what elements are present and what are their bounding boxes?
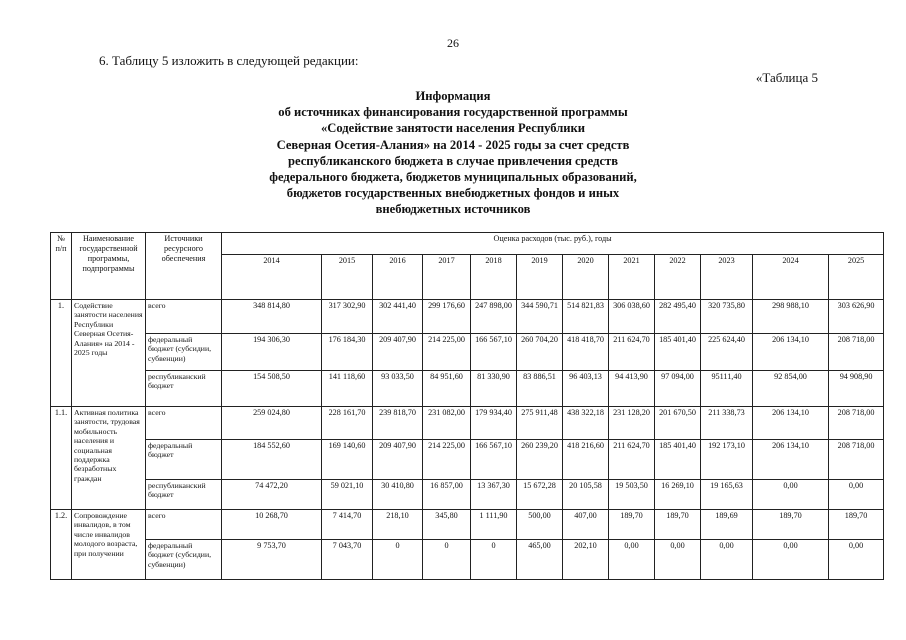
amount-cell: 95111,40: [701, 371, 753, 407]
title-line: об источниках финансирования государственной программы: [278, 105, 628, 120]
amount-cell: 0: [471, 540, 517, 580]
header-year: 2021: [609, 255, 655, 300]
amount-cell: 260 704,20: [517, 334, 563, 371]
table-row: [51, 334, 884, 371]
amount-cell: 189,70: [609, 510, 655, 540]
amount-cell: 465,00: [517, 540, 563, 580]
program-name: Активная политика занятости, трудовая мобильность населения и социальная поддержка безработных граждан: [72, 407, 146, 510]
amount-cell: 303 626,90: [829, 300, 884, 334]
amount-cell: 176 184,30: [322, 334, 373, 371]
amount-cell: 7 414,70: [322, 510, 373, 540]
amount-cell: 189,70: [829, 510, 884, 540]
amount-cell: 185 401,40: [655, 334, 701, 371]
title-line: бюджетов государственных внебюджетных фондов и иных: [286, 186, 620, 201]
amount-cell: 93 033,50: [373, 371, 423, 407]
amount-cell: 19 503,50: [609, 480, 655, 510]
amount-cell: 0,00: [829, 540, 884, 580]
header-year: 2023: [701, 255, 753, 300]
amount-cell: 225 624,40: [701, 334, 753, 371]
amount-cell: 81 330,90: [471, 371, 517, 407]
amount-cell: 0,00: [701, 540, 753, 580]
amount-cell: 299 176,60: [423, 300, 471, 334]
amount-cell: 345,80: [423, 510, 471, 540]
amount-cell: 211 624,70: [609, 440, 655, 480]
table-row: [51, 440, 884, 480]
table-reference: «Таблица 5: [755, 70, 818, 85]
amount-cell: 59 021,10: [322, 480, 373, 510]
amount-cell: 239 818,70: [373, 407, 423, 440]
amount-cell: 13 367,30: [471, 480, 517, 510]
title-line: республиканского бюджета в случае привлечения средств: [287, 153, 619, 168]
amount-cell: 15 672,28: [517, 480, 563, 510]
amount-cell: 20 105,58: [563, 480, 609, 510]
amount-cell: 0,00: [655, 540, 701, 580]
document-title: [0, 88, 906, 218]
funding-source: всего: [146, 510, 222, 540]
title-line: «Содействие занятости населения Республики: [320, 121, 586, 136]
amount-cell: 259 024,80: [222, 407, 322, 440]
table-row: [51, 371, 884, 407]
amount-cell: 228 161,70: [322, 407, 373, 440]
amount-cell: 514 821,83: [563, 300, 609, 334]
amount-cell: 166 567,10: [471, 440, 517, 480]
page-number: 26: [447, 36, 459, 50]
amount-cell: 231 082,00: [423, 407, 471, 440]
amount-cell: 19 165,63: [701, 480, 753, 510]
amount-cell: 317 302,90: [322, 300, 373, 334]
amount-cell: 500,00: [517, 510, 563, 540]
header-year: 2014: [222, 255, 322, 300]
amount-cell: 185 401,40: [655, 440, 701, 480]
row-number: 1.2.: [51, 510, 72, 580]
title-line: федерального бюджета, бюджетов муниципальных образований,: [269, 170, 637, 185]
amount-cell: 97 094,00: [655, 371, 701, 407]
funding-source: республиканский бюджет: [146, 480, 222, 510]
funding-source: федеральный бюджет (субсидии, субвенции): [146, 540, 222, 580]
header-year: 2016: [373, 255, 423, 300]
amount-cell: 189,70: [753, 510, 829, 540]
header-year: 2020: [563, 255, 609, 300]
amount-cell: 438 322,18: [563, 407, 609, 440]
amount-cell: 209 407,90: [373, 334, 423, 371]
amount-cell: 9 753,70: [222, 540, 322, 580]
table-row: [51, 540, 884, 580]
amount-cell: 169 140,60: [322, 440, 373, 480]
table-row: [51, 480, 884, 510]
amount-cell: 0,00: [609, 540, 655, 580]
amount-cell: 192 173,10: [701, 440, 753, 480]
amount-cell: 348 814,80: [222, 300, 322, 334]
amendment-instruction: 6. Таблицу 5 изложить в следующей редакции:: [99, 53, 359, 68]
title-line: Северная Осетия-Алания» на 2014 - 2025 годы за счет средств: [276, 137, 630, 152]
header-year: 2024: [753, 255, 829, 300]
funding-source: федеральный бюджет: [146, 440, 222, 480]
amount-cell: 141 118,60: [322, 371, 373, 407]
amount-cell: 30 410,80: [373, 480, 423, 510]
amount-cell: 1 111,90: [471, 510, 517, 540]
amount-cell: 74 472,20: [222, 480, 322, 510]
amount-cell: 298 988,10: [753, 300, 829, 334]
amount-cell: 260 239,20: [517, 440, 563, 480]
amount-cell: 166 567,10: [471, 334, 517, 371]
amount-cell: 218,10: [373, 510, 423, 540]
financing-table: [50, 232, 884, 580]
amount-cell: 206 134,10: [753, 407, 829, 440]
amount-cell: 0,00: [753, 480, 829, 510]
amount-cell: 275 911,48: [517, 407, 563, 440]
title-line: внебюджетных источников: [375, 202, 531, 217]
amount-cell: 84 951,60: [423, 371, 471, 407]
amount-cell: 189,70: [655, 510, 701, 540]
amount-cell: 247 898,00: [471, 300, 517, 334]
amount-cell: 16 857,00: [423, 480, 471, 510]
amount-cell: 0,00: [753, 540, 829, 580]
table-row: [51, 510, 884, 540]
amount-cell: 209 407,90: [373, 440, 423, 480]
header-year: 2015: [322, 255, 373, 300]
amount-cell: 16 269,10: [655, 480, 701, 510]
amount-cell: 214 225,00: [423, 440, 471, 480]
funding-source: всего: [146, 407, 222, 440]
header-year: 2017: [423, 255, 471, 300]
amount-cell: 0,00: [829, 480, 884, 510]
amount-cell: 10 268,70: [222, 510, 322, 540]
amount-cell: 407,00: [563, 510, 609, 540]
amount-cell: 344 590,71: [517, 300, 563, 334]
row-number: 1.: [51, 300, 72, 407]
amount-cell: 418 418,70: [563, 334, 609, 371]
amount-cell: 208 718,00: [829, 407, 884, 440]
row-number: 1.1.: [51, 407, 72, 510]
amount-cell: 211 338,73: [701, 407, 753, 440]
amount-cell: 179 934,40: [471, 407, 517, 440]
amount-cell: 184 552,60: [222, 440, 322, 480]
amount-cell: 7 043,70: [322, 540, 373, 580]
amount-cell: 201 670,50: [655, 407, 701, 440]
amount-cell: 92 854,00: [753, 371, 829, 407]
amount-cell: 96 403,13: [563, 371, 609, 407]
amount-cell: 83 886,51: [517, 371, 563, 407]
amount-cell: 94 908,90: [829, 371, 884, 407]
amount-cell: 206 134,10: [753, 334, 829, 371]
header-year: 2025: [829, 255, 884, 300]
amount-cell: 418 216,60: [563, 440, 609, 480]
amount-cell: 302 441,40: [373, 300, 423, 334]
amount-cell: 206 134,10: [753, 440, 829, 480]
funding-source: всего: [146, 300, 222, 334]
header-program-name: Наименование государственной программы, подпрограммы: [72, 233, 146, 300]
amount-cell: 208 718,00: [829, 440, 884, 480]
title-line: Информация: [415, 89, 491, 103]
amount-cell: 94 413,90: [609, 371, 655, 407]
amount-cell: 194 306,30: [222, 334, 322, 371]
header-expense-estimate: Оценка расходов (тыс. руб.), годы: [222, 233, 884, 255]
amount-cell: 0: [423, 540, 471, 580]
amount-cell: 202,10: [563, 540, 609, 580]
amount-cell: 320 735,80: [701, 300, 753, 334]
program-name: Сопровождение инвалидов, в том числе инвалидов молодого возраста, при получении: [72, 510, 146, 580]
amount-cell: 211 624,70: [609, 334, 655, 371]
table-row: [51, 407, 884, 440]
header-funding-source: Источники ресурсного обеспечения: [146, 233, 222, 300]
amount-cell: 306 038,60: [609, 300, 655, 334]
amount-cell: 214 225,00: [423, 334, 471, 371]
amount-cell: 208 718,00: [829, 334, 884, 371]
amount-cell: 231 128,20: [609, 407, 655, 440]
funding-source: республиканский бюджет: [146, 371, 222, 407]
header-number: № п/п: [51, 233, 72, 300]
header-year: 2022: [655, 255, 701, 300]
amount-cell: 154 508,50: [222, 371, 322, 407]
amount-cell: 282 495,40: [655, 300, 701, 334]
header-year: 2018: [471, 255, 517, 300]
header-year: 2019: [517, 255, 563, 300]
amount-cell: 189,69: [701, 510, 753, 540]
funding-source: федеральный бюджет (субсидии, субвенции): [146, 334, 222, 371]
program-name: Содействие занятости населения Республики Северная Осетия-Алания» на 2014 - 2025 годы: [72, 300, 146, 407]
table-row: [51, 300, 884, 334]
amount-cell: 0: [373, 540, 423, 580]
